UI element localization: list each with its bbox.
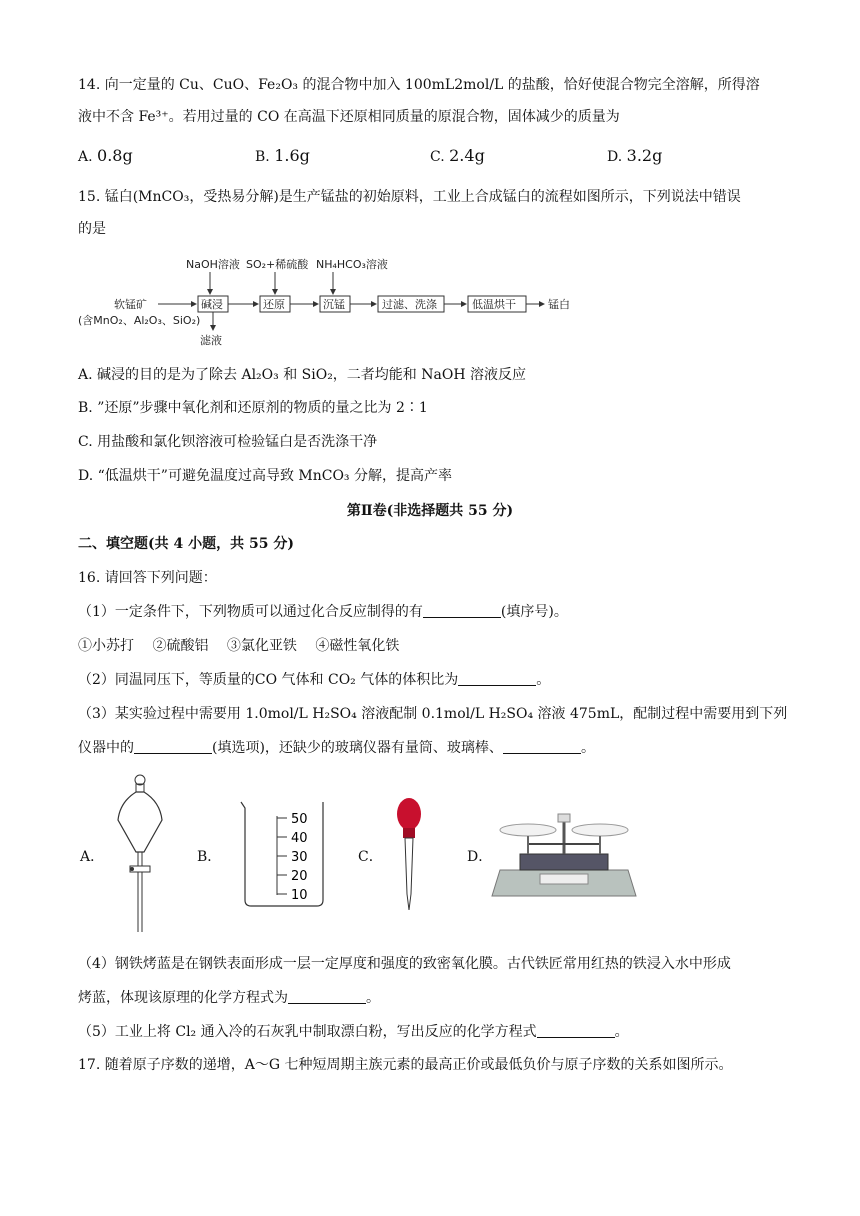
balance-scale-icon xyxy=(490,800,638,904)
q16-part3-blank1[interactable] xyxy=(134,739,212,754)
beaker-mark-label: 20 xyxy=(291,869,308,884)
q16-part1-choices: ①小苏打 ②硫酸铝 ③氯化亚铁 ④磁性氧化铁 xyxy=(78,638,400,654)
product: 锰白 xyxy=(548,298,570,311)
q14-option-d[interactable]: D. 3.2g xyxy=(607,146,663,165)
q16-part2: （2）同温同压下，等质量的CO 气体和 CO₂ 气体的体积比为 。 xyxy=(78,672,551,688)
q14-stem-line1: 14. 向一定量的 Cu、CuO、Fe₂O₃ 的混合物中加入 100mL2mol/L 的盐酸，恰好使混合物完全溶解，所得溶 xyxy=(78,77,760,93)
q15-stem-line1: 15. 锰白(MnCO₃，受热易分解)是生产锰盐的初始原料，工业上合成锰白的流程如图所示，下列说法中错误 xyxy=(78,189,741,205)
beaker-mark-label: 40 xyxy=(291,831,308,846)
step-precipitate: 沉锰 xyxy=(323,298,345,311)
step-reduce: 还原 xyxy=(263,298,285,311)
beaker-mark-label: 50 xyxy=(291,812,308,827)
q16-title: 16. 请回答下列问题： xyxy=(78,570,217,586)
q15-option-c[interactable]: C. 用盐酸和氯化钡溶液可检验锰白是否洗涤干净 xyxy=(78,434,378,450)
section-title: 第Ⅱ卷(非选择题共 55 分) xyxy=(346,503,514,519)
q15-option-d[interactable]: D. “低温烘干”可避免温度过高导致 MnCO₃ 分解，提高产率 xyxy=(78,468,452,484)
q16-part3-blank2[interactable] xyxy=(503,739,581,754)
beaker-mark-label: 30 xyxy=(291,850,308,865)
apparatus-label-d: D． xyxy=(467,849,493,865)
beaker-mark-label: 10 xyxy=(291,888,308,903)
q15-stem-line2: 的是 xyxy=(78,221,106,237)
apparatus-label-c: C． xyxy=(358,849,383,865)
q15-option-b[interactable]: B. ”还原”步骤中氧化剂和还原剂的物质的量之比为 2∶1 xyxy=(78,400,428,416)
q17-stem-line1: 17. 随着原子序数的递增，A～G 七种短周期主族元素的最高正价或最低负价与原子序数的关系如图所示。 xyxy=(78,1057,733,1073)
q16-part5: （5）工业上将 Cl₂ 通入冷的石灰乳中制取漂白粉，写出反应的化学方程式 。 xyxy=(78,1024,629,1040)
step-filter-wash: 过滤、洗涤 xyxy=(382,298,437,311)
waste-liquid: 滤液 xyxy=(200,334,222,347)
reagent-naoh: NaOH溶液 xyxy=(186,258,240,271)
q14-option-b[interactable]: B. 1.6g xyxy=(255,146,310,165)
dropper-icon xyxy=(393,794,425,914)
q16-part1: （1）一定条件下，下列物质可以通过化合反应制得的有 (填序号)。 xyxy=(78,604,568,620)
beaker-icon xyxy=(237,800,329,910)
q16-part2-blank[interactable] xyxy=(458,671,536,686)
raw-material-note: (含MnO₂、Al₂O₃、SiO₂) xyxy=(78,314,201,327)
part-title: 二、填空题(共 4 小题，共 55 分) xyxy=(78,536,294,552)
q14-stem-line2: 液中不含 Fe³⁺。若用过量的 CO 在高温下还原相同质量的原混合物，固体减少的质量为 xyxy=(78,109,620,125)
step-dry: 低温烘干 xyxy=(472,298,516,311)
q16-part1-blank[interactable] xyxy=(423,603,501,618)
q15-option-a[interactable]: A. 碱浸的目的是为了除去 Al₂O₃ 和 SiO₂，二者均能和 NaOH 溶液反应 xyxy=(78,367,526,383)
q16-part5-blank[interactable] xyxy=(537,1023,615,1038)
process-flow-diagram xyxy=(78,252,598,352)
raw-material: 软锰矿 xyxy=(114,298,147,311)
apparatus-label-b: B． xyxy=(197,849,222,865)
apparatus-label-a: A． xyxy=(80,849,105,865)
q16-part4-line2: 烤蓝，体现该原理的化学方程式为 。 xyxy=(78,990,380,1006)
q16-part3-line1: （3）某实验过程中需要用 1.0mol/L H₂SO₄ 溶液配制 0.1mol/L H₂SO₄ 溶液 475mL，配制过程中需要用到下列 xyxy=(78,706,788,722)
reagent-nh4hco3: NH₄HCO₃溶液 xyxy=(316,258,388,271)
q14-option-c[interactable]: C. 2.4g xyxy=(430,146,485,165)
reagent-so2: SO₂+稀硫酸 xyxy=(246,258,309,271)
q16-part4-line1: （4）钢铁烤蓝是在钢铁表面形成一层一定厚度和强度的致密氧化膜。古代铁匠常用红热的铁浸入水中形成 xyxy=(78,956,731,972)
q16-part4-blank[interactable] xyxy=(288,989,366,1004)
separatory-funnel-icon xyxy=(112,772,168,936)
q16-part3-line2: 仪器中的 (填选项)，还缺少的玻璃仪器有量筒、玻璃棒、 。 xyxy=(78,740,595,756)
step-alkali-leach: 碱浸 xyxy=(201,298,223,311)
q14-option-a[interactable]: A. 0.8g xyxy=(78,146,133,165)
